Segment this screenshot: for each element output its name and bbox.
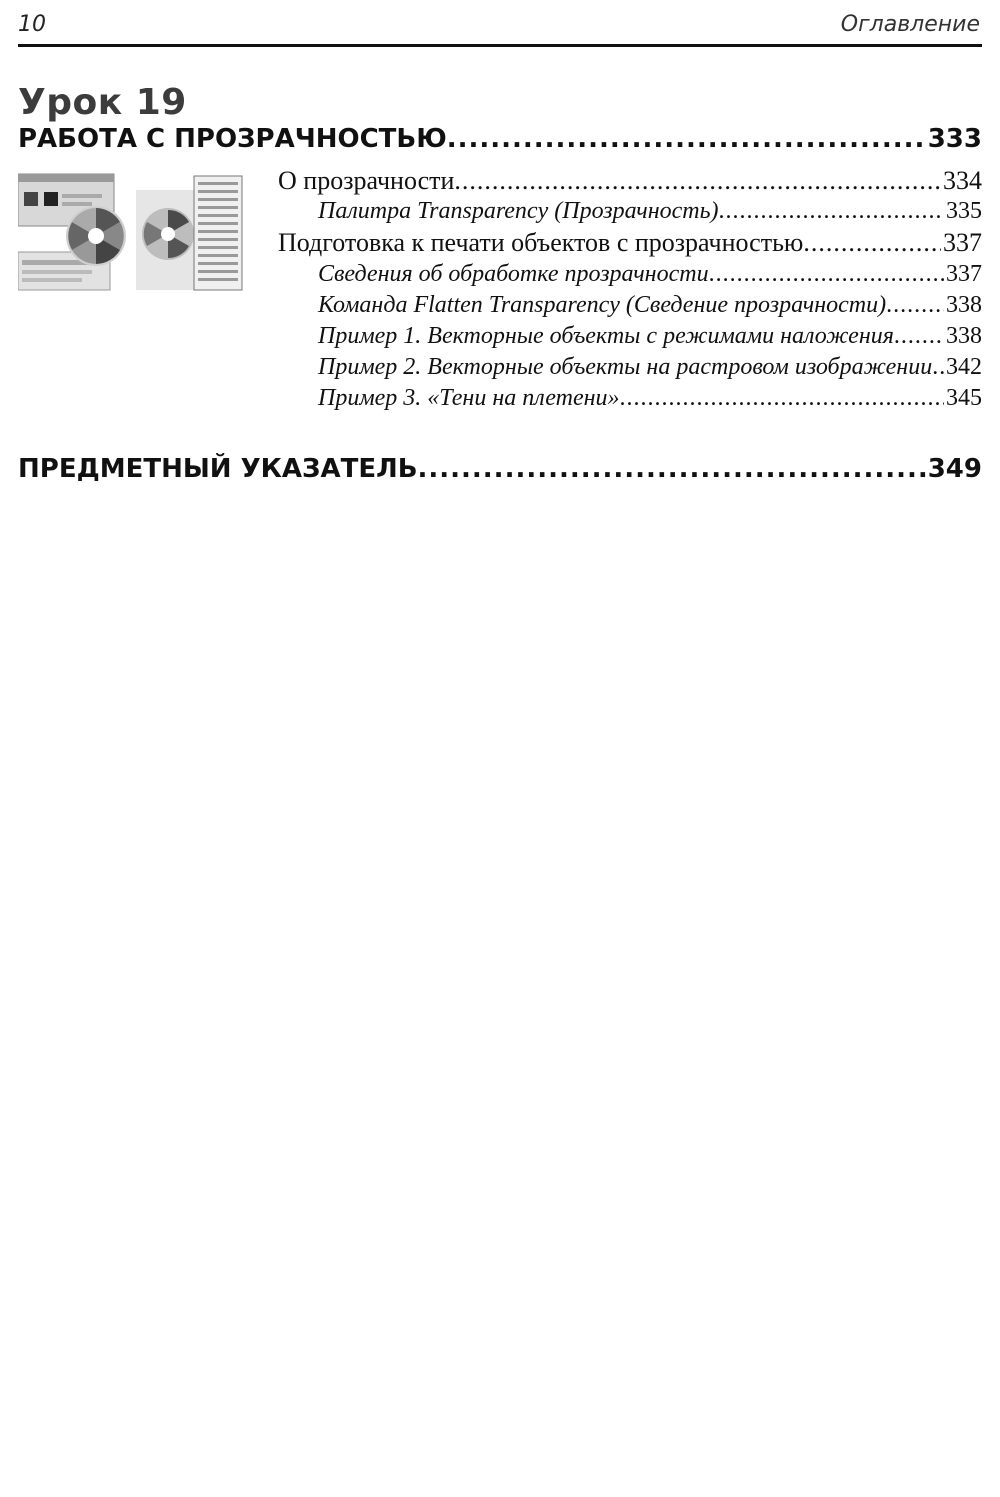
dot-leader — [454, 166, 941, 196]
toc-entry[interactable] — [318, 323, 982, 350]
index-title: ПРЕДМЕТНЫЙ УКАЗАТЕЛЬ — [18, 454, 418, 484]
chapter-title: РАБОТА С ПРОЗРАЧНОСТЬЮ — [18, 124, 447, 154]
lesson-thumbnail — [18, 172, 244, 292]
toc-entry[interactable] — [318, 354, 982, 381]
toc-entry[interactable] — [318, 261, 982, 288]
running-title: Оглавление — [840, 12, 980, 37]
entry-page: 338 — [946, 323, 982, 349]
entry-page: 345 — [946, 385, 982, 411]
entry-title: Палитра Transparency (Прозрачность) — [318, 198, 719, 224]
page-header — [18, 10, 982, 47]
dot-leader — [418, 454, 926, 484]
dot-leader — [719, 198, 944, 225]
entry-page: 335 — [946, 198, 982, 224]
toc-chapter-transparency[interactable] — [18, 124, 982, 154]
entry-title: Сведения об обработке прозрачности — [318, 261, 709, 287]
dot-leader — [803, 228, 941, 258]
entry-page: 337 — [946, 261, 982, 287]
toc-entry[interactable] — [278, 166, 982, 196]
dot-leader — [932, 354, 944, 381]
toc-entry[interactable] — [318, 385, 982, 412]
entry-title: Пример 1. Векторные объекты с режимами наложения — [318, 323, 894, 349]
toc-entry[interactable] — [318, 292, 982, 319]
toc-entry[interactable] — [318, 198, 982, 225]
toc-chapter-index[interactable] — [18, 454, 982, 484]
entry-title: О прозрачности — [278, 166, 455, 195]
entry-title: Пример 3. «Тени на плетени» — [318, 385, 620, 411]
entry-page: 337 — [943, 228, 982, 257]
dot-leader — [709, 261, 944, 288]
entry-page: 334 — [943, 166, 982, 195]
dot-leader — [447, 124, 926, 154]
dot-leader — [620, 385, 944, 412]
entry-title: Пример 2. Векторные объекты на растровом изображении — [318, 354, 933, 380]
dot-leader — [894, 323, 944, 350]
entry-page: 342 — [946, 354, 982, 380]
entry-title: Команда Flatten Transparency (Сведение прозрачности) — [318, 292, 887, 318]
index-page: 349 — [927, 454, 982, 484]
dot-leader — [886, 292, 944, 319]
chapter-page: 333 — [927, 124, 982, 154]
lesson-label: Урок 19 — [18, 82, 187, 123]
toc-entry[interactable] — [278, 228, 982, 258]
page-number: 10 — [18, 12, 46, 37]
entry-page: 338 — [946, 292, 982, 318]
entry-title: Подготовка к печати объектов с прозрачностью — [278, 228, 804, 257]
